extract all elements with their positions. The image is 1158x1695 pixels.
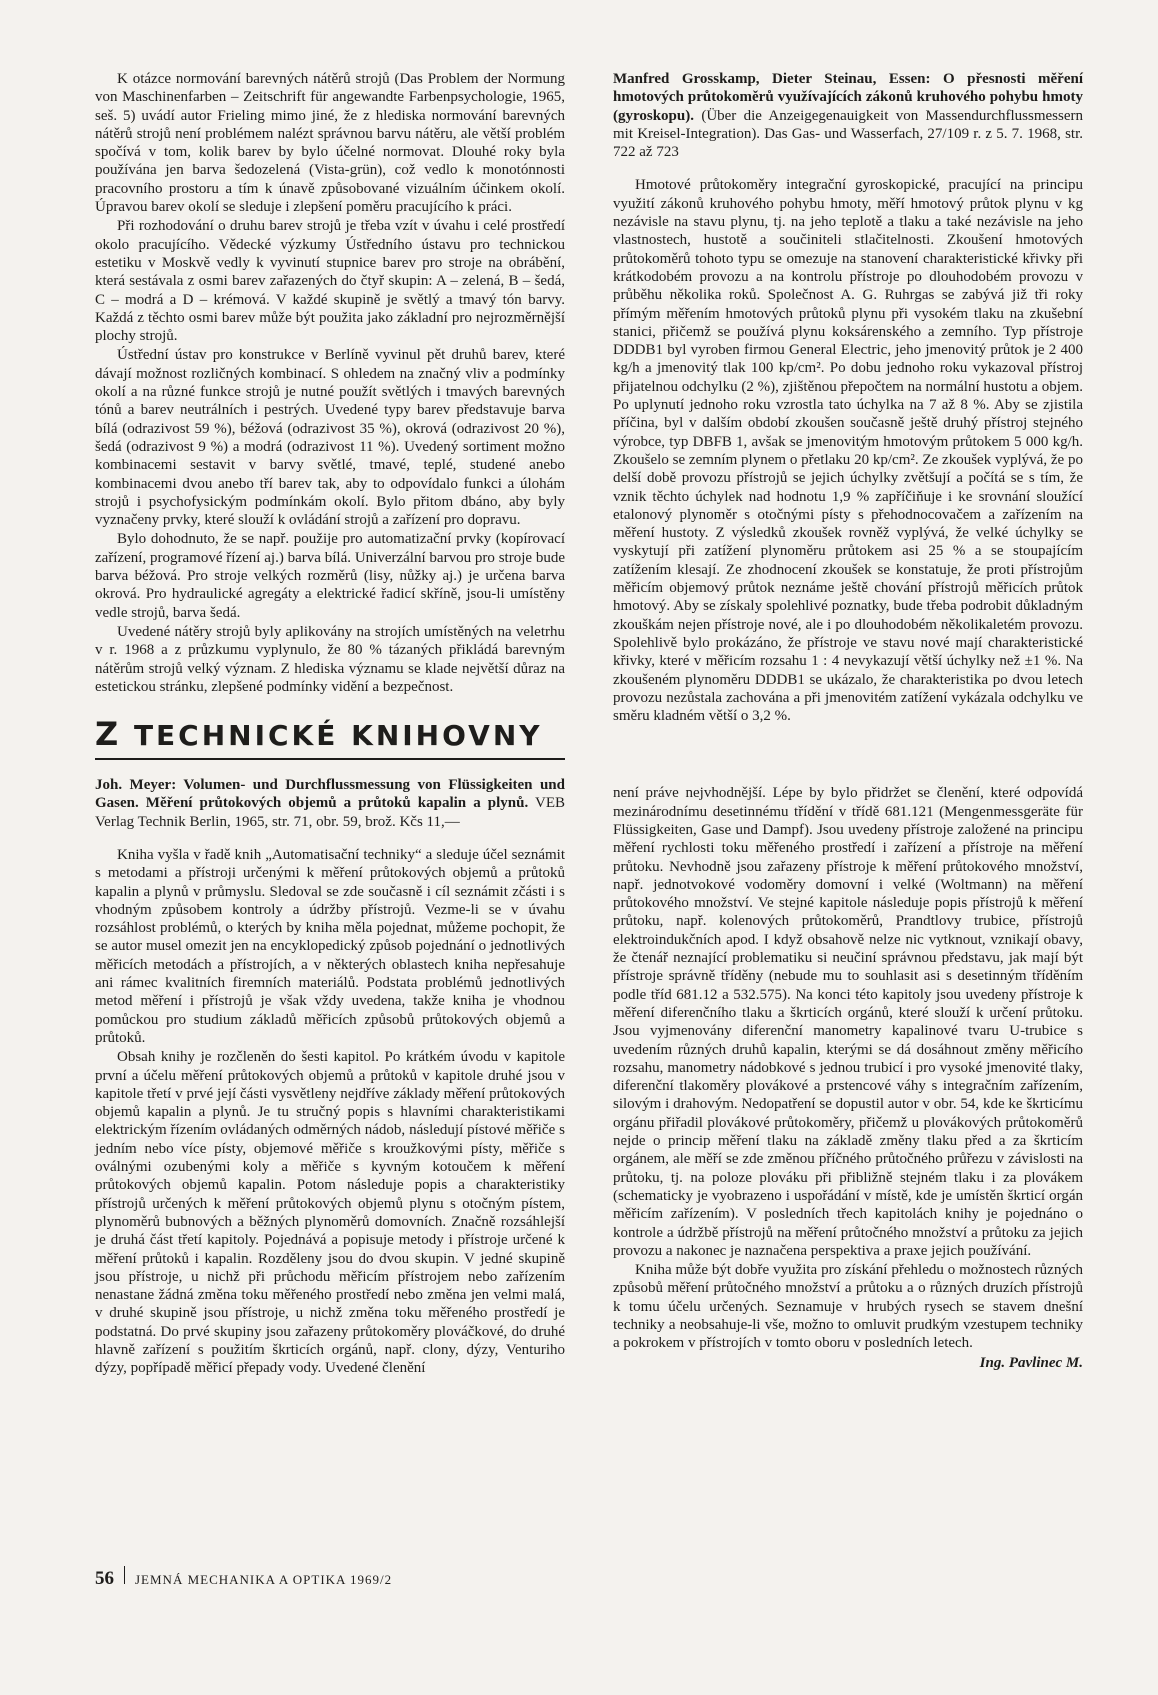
paragraph: Bylo dohodnuto, že se např. použije pro automatizační prvky (kopírovací zařízení, programové řízení aj.) barva bílá. Univerzální barvou pro stroje bude barva béžová. Pro stroje velkých rozměrů (lisy, nůžky aj.) je určena barva okrová. Pro hydraulické agregáty a elektrické řadicí skříně, jsou-li umístěny vedle strojů, barva šedá. [95,531,565,621]
paragraph: K otázce normování barevných nátěrů strojů (Das Problem der Normung von Maschinenfarben – Zeitschrift für angewandte Farbenpsychologie, 1965, seš. 5) uvádí autor Frieling mimo jiné, že z hlediska normování barevných nátěrů strojů není problémem nalézt správnou barvu nátěru, ale větší problém spočívá v tom, kolik barev by bylo účelné normovat. Dlouhé roky byla používána jen barva šedozelená (Vista-grün), což vedlo k monotónnosti pracovního prostoru a tím k únavě způsobované vizuálním účinkem okolí. Úpravou barev okolí se sleduje i zlepšení poměru pracujícího k práci. [95,71,565,216]
footer-divider [124,1566,125,1584]
section-title-text: TECHNICKÉ KNIHOVNY [121,719,543,753]
paragraph: Kniha může být dobře využita pro získání přehledu o možnostech různých způsobů měření průtočného množství a průtoku a o různých druzích přístrojů k tomu účelu určených. Seznamuje v hrubých rysech se stavem dnešní techniky a neobsahuje-li vše, možno to omluvit prudkým vzestupem techniky a pokrokem v přístrojích v tomto oboru v posledních letech. [613,1262,1083,1352]
paragraph: Obsah knihy je rozčleněn do šesti kapitol. Po krátkém úvodu v kapitole první a účelu měření průtokových objemů a průtoků v kapitole druhé jsou v kapitole třetí v prvé její části vysvětleny nejdříve základy měření průtokových objemů kapalin a plynů. Je tu stručný popis s hlavními charakteristikami elektrickým řízením ovládaných odměrných nádob, následují pístové měřiče s jedním nebo více písty, objemové měřiče s kroužkovými písty, měřiče s oválnými ozubenými koly a měřiče s kyvným kotoučem k měření průtokových objemů kapalin. Potom následuje popis a charakteristiky přístrojů určených k měření průtokových objemů plynu s otočným pístem, plynoměrů bubnových a běžných plynoměrů domovních. Značně rozsáhlejší je druhá část třetí kapitoly. Pojednává a popisuje metody i přístroje určené k měření průtoků i kapalin. Rozděleny jsou do dvou skupin. V jedné skupině jsou přístroje, u nichž při průchodu měřicím přístrojem nebo zařízením nenastane žádná změna toku měřeného prostředí nebo změna jen velmi malá, v druhé skupině jsou přístroje, u nichž změna toku měřeného prostředí je podstatná. Do prvé skupiny jsou zařazeny průtokoměry plováčkové, do druhé hlavně zařízení s použitím škrticích orgánů, např. clony, dýzy, Venturiho dýzy, popřípadě měřicí přepady vody. Uvedené členění [95,1049,565,1377]
left-column [95,70,565,1379]
book-reference-publisher: VEB Verlag Technik Berlin, 1965, str. 71, obr. 59, brož. Kčs 11,— [95,795,565,830]
paragraph: Při rozhodování o druhu barev strojů je třeba vzít v úvahu i celé prostředí okolo pracujícího. Vědecké výzkumy Ústředního ústavu pro technickou estetiku v Moskvě vedly k vyvinutí stupnice barev pro stroje na obrábění, která sestávala z osmi barev zařazených do čtyř skupin: A – zelená, B – šedá, C – modrá a D – krémová. V každé skupině je světlý a tmavý tón barvy. Každá z těchto osmi barev může být použita jako základní pro nejrozměrnější plochy strojů. [95,218,565,345]
article-reference-title: Manfred Grosskamp, Dieter Steinau, Essen: O přesnosti měření hmotových průtokoměrů využívajících zákonů kruhového pohybu hmoty (gyroskopu). [613,71,1083,124]
article-reference [613,70,1083,161]
paragraph: Kniha vyšla v řadě knih „Automatisační techniky“ a sleduje účel seznámit s metodami a přístroji určenými k měření průtokových objemů a průtoků kapalin a plynů v průmyslu. Sledoval se zde současně i cíl seznámit zčásti i s vhodným způsobem kontroly a údržby přístrojů. Vezme-li se v úvahu rozsáhlost problémů, o kterých by kniha měla pojednat, můžeme pochopit, že se autor musel omezit jen na encyklopedický způsob pojednání o jednotlivých měřicích metodách a přístrojích, a v některých oblastech kniha nepřesahuje ani rámec kvalitních firemních materiálů. Podstata problémů jednotlivých metod měření i přístrojů je však vždy uvedena, takže kniha je vhodnou pomůckou pro studium základů měřicích způsobů průtokových objemů a průtoků. [95,846,565,1046]
paragraph: Hmotové průtokoměry integrační gyroskopické, pracující na principu využití zákonů kruhového pohybu hmoty, měří hmotový průtok plynu v kg nezávisle na stavu plynu, tj. na jeho teplotě a tlaku a také nezávisle na jeho vlastnostech, hustotě a součiniteli stlačitelnosti. Zkoušení hmotových průtokoměrů tohoto typu se omezuje na stanovení charakteristické křivky při krátkodobém provozu a na kontrolu přístroje po dlouhodobém provozu v průběhu několika roků. Společnost A. G. Ruhrgas se zabývá již tři roky přímým měřením hmotových průtoků plynu při vysokém tlaku na zkušební stanici, přičemž se používá plynu koksárenského a zemního. Typ přístroje DDDB1 byl vyroben firmou General Electric, jeho jmenovitý průtok je 2 400 kg/h a jmenovitý tlak 100 kp/cm². Po dobu jednoho roku vykazoval přístroj přijatelnou odchylku (2 %), zjištěnou přepočtem na normální hustotu a objem. Po uplynutí jednoho roku vzrostla tato úchylka na 7 až 8 %. Aby se zjistila příčina, byl v dalším období zkoušen současně ještě druhý přístroj stejného výrobce, typ DBFB 1, avšak se jmenovitým hmotovým průtokem 5 000 kg/h. Zkoušelo se zemním plynem o přetlaku 20 kp/cm². Ze zkoušek vyplývá, že po delší době provozu přístrojů se jejich úchylky zvětšují a počítá se s tím, že vznik těchto úchylek nad hodnotu 1,9 % zapříčiňuje i ke srovnání sloužící etalonový plynoměr s otočnými písty s přehodnocovačem a zařízením na měření hustoty. Z výsledků zkoušek rovněž vyplývá, že velké úchylky se vyskytují při zatížení plynoměru průtokem asi 25 % a se stoupajícím zatížením klesají. Ze zhodnocení zkoušek se konstatuje, že proti přístrojům měřicím objemový průtok neznáme ještě chování přístrojů měřicích průtok hmotový. Aby se získaly spolehlivé poznatky, bude třeba podrobit důkladným zkouškám nejen přístroje nové, ale i po dlouhodobém několikaletém provozu. Spolehlivě bylo prokázáno, že přístroje ve stavu nové mají charakteristické křivky, které v měřicím rozsahu 1 : 4 nevykazují větší úchylky než ±1 %. Na zkoušeném plynoměru DDDB1 se ukázalo, že charakteristika po dvou letech provozu nezůstala zachována a při jmenovitém zatížení vykázala odchylku ve směru kladném větší o 3,2 %. [613,177,1083,725]
paragraph: Ústřední ústav pro konstrukce v Berlíně vyvinul pět druhů barev, které dávají možnost rozličných kombinací. S ohledem na značný vliv a podmínky okolí a na různé funkce strojů je nutné použít světlých i tmavých barevných tónů a barev neutrálních i pestrých. Uvedené typy barev představuje barva bílá (odrazivost 59 %), béžová (odrazivost 35 %), okrová (odrazivost 20 %), šedá (odrazivost 9 %) a modrá (odrazivost 11 %). Uvedený sortiment možno kombinacemi sestavit v barvy světlé, tmavé, teplé, studené anebo kombinacemi dvou anebo tří barev tak, aby to odpovídalo funkci a úlohám strojů i psychofysickým podmínkám okolí. Bylo přitom dbáno, aby byly vyznačeny prvky, které slouží k ovládání strojů a zařízení pro dopravu. [95,347,565,529]
signature: Ing. Pavlinec M. [979,1354,1083,1371]
book-reference-title: Joh. Meyer: Volumen- und Durchflussmessung von Flüssigkeiten und Gasen. Měření průtokových objemů a průtoků kapalin a plynů. [95,777,565,812]
journal-name: JEMNÁ MECHANIKA A OPTIKA 1969/2 [135,1572,393,1587]
spacer [613,726,1083,784]
paragraph: Uvedené nátěry strojů byly aplikovány na strojích umístěných na veletrhu v r. 1968 a z průzkumu vyplynulo, že 80 % tázaných přikládá barevným nátěrům strojů velký význam. Z hlediska významu se klade největší důraz na estetickou stránku, zlepšené podmínky vidění a bezpečnost. [95,623,565,695]
article-reference-source: (Über die Anzeigegenauigkeit von Massendurchflussmessern mit Kreisel-Integration). Das Gas- und Wasserfach, 27/109 r. z 5. 7. 1968, str. 722 až 723 [613,107,1083,161]
section-title-initial: Z [95,715,122,754]
spacer [95,832,565,846]
right-column [613,70,1083,1372]
paragraph: není práve nejvhodnější. Lépe by bylo přidržet se členění, které odpovídá mezinárodnímu desetinnému třídění v třídě 681.121 (Mengenmessgeräte für Flüssigkeiten, Gase und Dampf). Jsou uvedeny přístroje založené na principu měření rychlosti toku měřeného prostředí i zařízení a přístroje na měření průtoku. Nevhodně jsou zařazeny přístroje k měření průtokového množství, např. jednotvokové vodoměry domovní i velké (Woltmann) na měření průtokového množství. Ve stejné kapitole následuje popis přístrojů k měření průtoku, např. kolenových průtokoměrů, Prandtlovy trubice, přístrojů elektroindukčních apod. I když obsahově nelze nic vytknout, vznikají obavy, že čtenář neznající problematiku si neučiní správnou představu, jak mají být přístroje správně tříděny (nebude mu to souhlasit asi s desetinným tříděním podle tříd 681.12 a 532.575). Na konci této kapitoly jsou uvedeny přístroje k měření diferenčního tlaku a škrticích orgánů, které slouží k určení průtoku. Jsou vyjmenovány diferenční manometry kapalinové tvaru U-trubice s uvedením různých druhů kapalin, kterými se dá dosáhnout změny měřicího rozsahu, manometry nádobkové s jednou trubicí i pro vysoké jmenovité tlaky, diferenční tlakoměry plovákové a prstencové váhy s integračním zařízením, silovým i drahovým. Nedopatření se dopustil autor v obr. 54, kde ke škrticímu orgánu přiřadil plovákové průtokoměry, přičemž u plovákových průtokoměrů nejde o princip měření tlaku na základě změny tlaku před a za škrticím orgánem, ale měří se zde změnou příčného průtočného průřezu v závislosti na průtoku, tj. na poloze plováku při přibližně stejném tlaku i za plovákem (schematicky je vyobrazeno i uspořádání v místě, kde je umístěn škrticí orgán měřicím zařízením). V posledních třech kapitolách knihy je pojednáno o kontrole a údržbě přístrojů na měření průtočného množství a průtoku za jejich provozu a nakonec je naznačena perspektiva a praxe jejich používání. [613,785,1083,1259]
page-number: 56 [95,1568,114,1589]
book-reference [95,776,565,831]
spacer [613,162,1083,176]
section-title [95,715,565,760]
page-footer [95,1566,392,1590]
